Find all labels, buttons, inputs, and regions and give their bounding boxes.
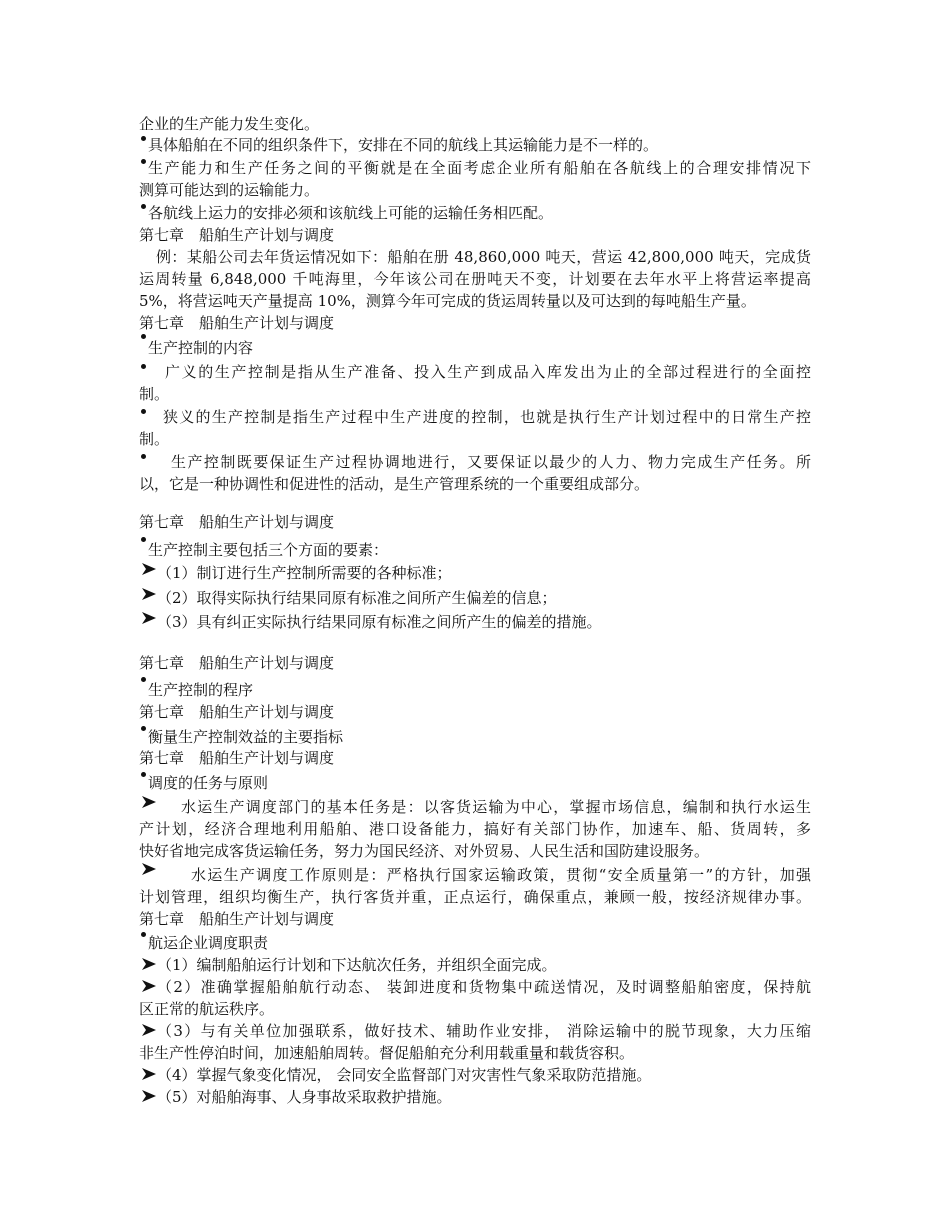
- text-line: 各航线上运力的安排必须和该航线上可能的运输任务相匹配。: [148, 204, 554, 222]
- arrow-bullet-icon: [141, 1023, 157, 1037]
- bullet-icon: [141, 364, 146, 369]
- text-line: 计划管理，组织均衡生产，执行客货并重，正点运行，确保重点，兼顾一般，按经济规律办事。: [139, 888, 811, 906]
- arrow-bullet-icon: [141, 611, 157, 625]
- text-line: 具体船舶在不同的组织条件下，安排在不同的航线上其运输能力是不一样的。: [148, 136, 659, 154]
- text-line: 制。: [139, 430, 170, 448]
- chapter-heading: 第七章 船舶生产计划与调度: [139, 513, 335, 531]
- text-line: 非生产性停泊时间，加速船舶周转。督促船舶充分利用载重量和载货容积。: [139, 1044, 635, 1062]
- section-title: 生产控制的内容: [148, 339, 254, 357]
- text-line: 生产能力和生产任务之间的平衡就是在全面考虑企业所有船舶在各航线上的合理安排情况下: [148, 159, 811, 177]
- list-item: （2）准确掌握船舶航行动态、 装卸进度和货物集中疏送情况，及时调整船舶密度，保持航: [157, 978, 811, 996]
- arrow-bullet-icon: [141, 562, 157, 576]
- bullet-icon: [141, 772, 146, 777]
- text-line: 区正常的航运秩序。: [139, 1000, 275, 1018]
- bullet-icon: [141, 932, 146, 937]
- arrow-bullet-icon: [141, 979, 157, 993]
- text-line: 产计划，经济合理地利用船舶、港口设备能力，搞好有关部门协作，加速车、船、货周转，多: [139, 820, 811, 838]
- text-line: 制。: [139, 385, 170, 403]
- text-line: 水运生产调度工作原则是：严格执行国家运输政策，贯彻“安全质量第一”的方针，加强: [191, 866, 811, 884]
- text-line: 例：某船公司去年货运情况如下：船舶在册 48,860,000 吨天，营运 42,800,000 吨天，完成货: [156, 248, 811, 266]
- section-title: 航运企业调度职责: [148, 934, 269, 952]
- text-line: 水运生产调度部门的基本任务是：以客货运输为中心，掌握市场信息，编制和执行水运生: [181, 798, 811, 816]
- chapter-heading: 第七章 船舶生产计划与调度: [139, 910, 335, 928]
- bullet-icon: [141, 454, 146, 459]
- chapter-heading: 第七章 船舶生产计划与调度: [139, 749, 335, 767]
- bullet-icon: [141, 136, 146, 141]
- text-line: 企业的生产能力发生变化。: [139, 115, 320, 133]
- list-item: （3）具有纠正实际执行结果同原有标准之间所产生的偏差的措施。: [157, 613, 602, 631]
- chapter-heading: 第七章 船舶生产计划与调度: [139, 226, 335, 244]
- list-item: （2）取得实际执行结果同原有标准之间所产生偏差的信息；: [157, 589, 557, 607]
- arrow-bullet-icon: [141, 862, 157, 876]
- list-item: （1）制订进行生产控制所需要的各种标准；: [157, 564, 452, 582]
- bullet-icon: [141, 409, 146, 414]
- bullet-icon: [141, 726, 146, 731]
- text-line: 快好省地完成客货运输任务，努力为国民经济、对外贸易、人民生活和国防建设服务。: [139, 842, 710, 860]
- arrow-bullet-icon: [141, 795, 157, 809]
- section-title: 衡量生产控制效益的主要指标: [148, 728, 344, 746]
- bullet-icon: [141, 677, 146, 682]
- bullet-icon: [141, 334, 146, 339]
- chapter-heading: 第七章 船舶生产计划与调度: [139, 314, 335, 332]
- chapter-heading: 第七章 船舶生产计划与调度: [139, 654, 335, 672]
- arrow-bullet-icon: [141, 957, 157, 971]
- text-line: 广义的生产控制是指从生产准备、投入生产到成品入库发出为止的全部过程进行的全面控: [165, 363, 811, 381]
- bullet-icon: [141, 159, 146, 164]
- chapter-heading: 第七章 船舶生产计划与调度: [139, 703, 335, 721]
- text-line: 以，它是一种协调性和促进性的活动，是生产管理系统的一个重要组成部分。: [139, 475, 650, 493]
- text-line: 运周转量 6,848,000 千吨海里，今年该公司在册吨天不变，计划要在去年水平上将营运率提高: [139, 270, 811, 288]
- text-line: 测算可能达到的运输能力。: [139, 181, 320, 199]
- list-item: （5）对船舶海事、人身事故采取救护措施。: [157, 1088, 452, 1106]
- text-line: 狭义的生产控制是指生产过程中生产进度的控制，也就是执行生产计划过程中的日常生产控: [163, 408, 811, 426]
- section-title: 调度的任务与原则: [148, 774, 269, 792]
- arrow-bullet-icon: [141, 1067, 157, 1081]
- list-item: （1）编制船舶运行计划和下达航次任务，并组织全面完成。: [157, 956, 557, 974]
- bullet-icon: [141, 204, 146, 209]
- section-title: 生产控制主要包括三个方面的要素：: [148, 541, 389, 559]
- arrow-bullet-icon: [141, 1089, 157, 1103]
- section-title: 生产控制的程序: [148, 681, 254, 699]
- list-item: （3）与有关单位加强联系，做好技术、辅助作业安排， 消除运输中的脱节现象，大力压缩: [157, 1022, 811, 1040]
- arrow-bullet-icon: [141, 587, 157, 601]
- text-line: 生产控制既要保证生产过程协调地进行，又要保证以最少的人力、物力完成生产任务。所: [171, 453, 811, 471]
- list-item: （4）掌握气象变化情况， 会同安全监督部门对灾害性气象采取防范措施。: [157, 1066, 652, 1084]
- text-line: 5%，将营运吨天产量提高 10%，测算今年可完成的货运周转量以及可达到的每吨船生产量。: [139, 292, 756, 310]
- bullet-icon: [141, 537, 146, 542]
